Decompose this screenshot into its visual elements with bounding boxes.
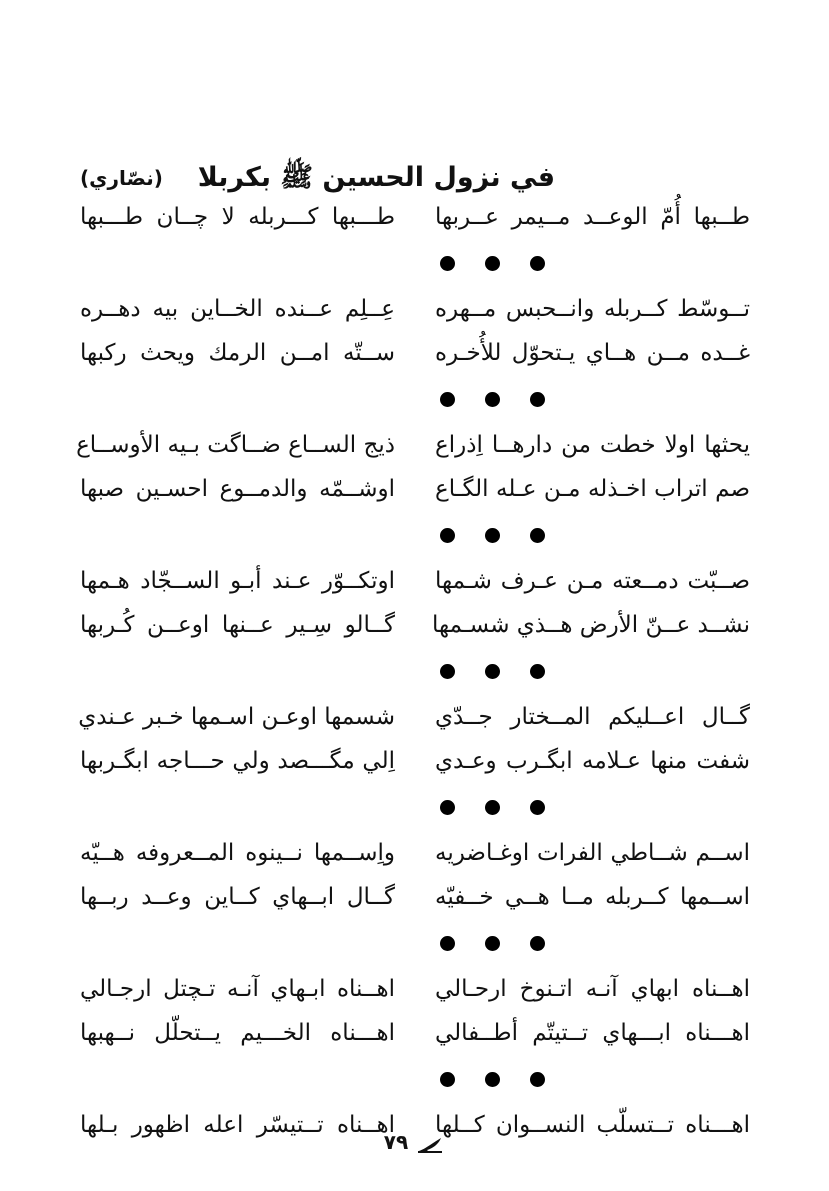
verse-second-hemistich: اوشــمّه والدمــوع احسـين صبها [80,476,395,502]
verse-second-hemistich: طـــبها كـــربله لا چــان طـــبها [80,204,395,230]
verse-line [80,741,750,781]
verse-second-hemistich: شسمها اوعـن اسـمها خـبر عـندي [78,704,395,730]
verse-second-hemistich: ســتّه امــن الرمك ويحث ركبها [80,340,395,366]
verse-line [80,877,750,917]
separator-dot [530,1072,545,1087]
quill-icon [417,1136,445,1154]
stanza-separator [440,253,550,273]
verse-line [80,605,750,645]
separator-dot [530,936,545,951]
separator-dot [485,528,500,543]
verse-second-hemistich: گــالو سِـير عــنها اوعــن كُـربها [80,612,395,638]
verse-first-hemistich: شفت منها عـلامه ابگـرب وعـدي [435,748,750,774]
verse-second-hemistich: عِــلِم عــنده الخــاين بيه دهــره [80,296,395,322]
verse-line [80,289,750,329]
verse-line [80,969,750,1009]
verse-second-hemistich: اهـــناه الخـــيم يــتحلّل نــهبها [80,1020,395,1046]
verse-line [80,561,750,601]
verse-first-hemistich: اهــناه ابهاي آنـه اتـنوخ ارحـالي [435,976,750,1002]
verse-second-hemistich: اِلي مگـــصد ولي حـــاجه ابگـربها [80,748,395,774]
verse-second-hemistich: اهــناه تــتيسّر اعله اظهور بـلها [80,1112,395,1138]
separator-dot [485,936,500,951]
verse-line [80,697,750,737]
verse-second-hemistich: گــال ابــهاي كــاين وعــد ربــها [80,884,395,910]
stanza-separator [440,797,550,817]
verse-first-hemistich: اســمها كــربله مــا هــي خــفيّه [435,884,750,910]
verse-first-hemistich: صم اتراب اخـذله مـن عـله الگـاع [435,476,750,502]
verse-first-hemistich: يحثها اولا خطت من دارهــا اِذراع [435,432,750,458]
separator-dot [440,256,455,271]
separator-dot [530,392,545,407]
page-footer [0,1130,829,1154]
page-number: ٧٩ [383,1130,409,1154]
separator-dot [440,936,455,951]
verse-line [76,425,750,465]
verse-first-hemistich: اهـــناه تــتسلّب النســوان كــلها [435,1112,750,1138]
verse-line [80,333,750,373]
separator-dot [530,528,545,543]
verse-line [80,1013,750,1053]
verse-first-hemistich: اهـــناه ابـــهاي تــتيتّم أطــفالي [435,1020,750,1046]
verse-first-hemistich: نشــد عــنّ الأرض هــذي شسـمها [432,612,750,638]
stanza-separator [440,525,550,545]
verse-second-hemistich: ذيج الســاع ضــاگت بـيه الأوســاع [76,432,395,458]
verse-first-hemistich: گــال اعــليكم المــختار جــدّي [435,704,750,730]
separator-dot [440,800,455,815]
verse-first-hemistich: غــده مــن هــاي يـتحوّل للأُخـره [435,340,750,366]
separator-dot [440,664,455,679]
verse-first-hemistich: طــبها أُمّ الوعــد مــيمر عــربها [435,204,750,230]
verse-line [80,833,750,873]
verse-first-hemistich: صــبّت دمــعته مـن عـرف شـمها [435,568,750,594]
verse-second-hemistich: واِســمها نــينوه المــعروفه هــيّه [80,840,395,866]
stanza-separator [440,389,550,409]
separator-dot [485,800,500,815]
separator-dot [440,1072,455,1087]
poem-title: في نزول الحسين ﷺ بكربلا [197,162,555,193]
separator-dot [440,392,455,407]
verse-second-hemistich: اوتكــوّر عـند أبـو الســجّاد هـمها [80,568,395,594]
separator-dot [485,664,500,679]
separator-dot [530,800,545,815]
separator-dot [530,664,545,679]
stanza-separator [440,933,550,953]
poem-genre-label: (نصّاري) [80,166,163,190]
verse-second-hemistich: اهــناه ابـهاي آنـه تـچتل ارجـالي [80,976,395,1002]
separator-dot [530,256,545,271]
stanza-separator [440,1069,550,1089]
verse-line [80,197,750,237]
separator-dot [485,256,500,271]
verse-line [80,469,750,509]
separator-dot [485,392,500,407]
verse-first-hemistich: تــوسّط كــربله وانــحبس مــهره [435,296,750,322]
verse-first-hemistich: اســم شــاطي الفرات اوغـاضريه [435,840,750,866]
separator-dot [485,1072,500,1087]
separator-dot [440,528,455,543]
stanza-separator [440,661,550,681]
